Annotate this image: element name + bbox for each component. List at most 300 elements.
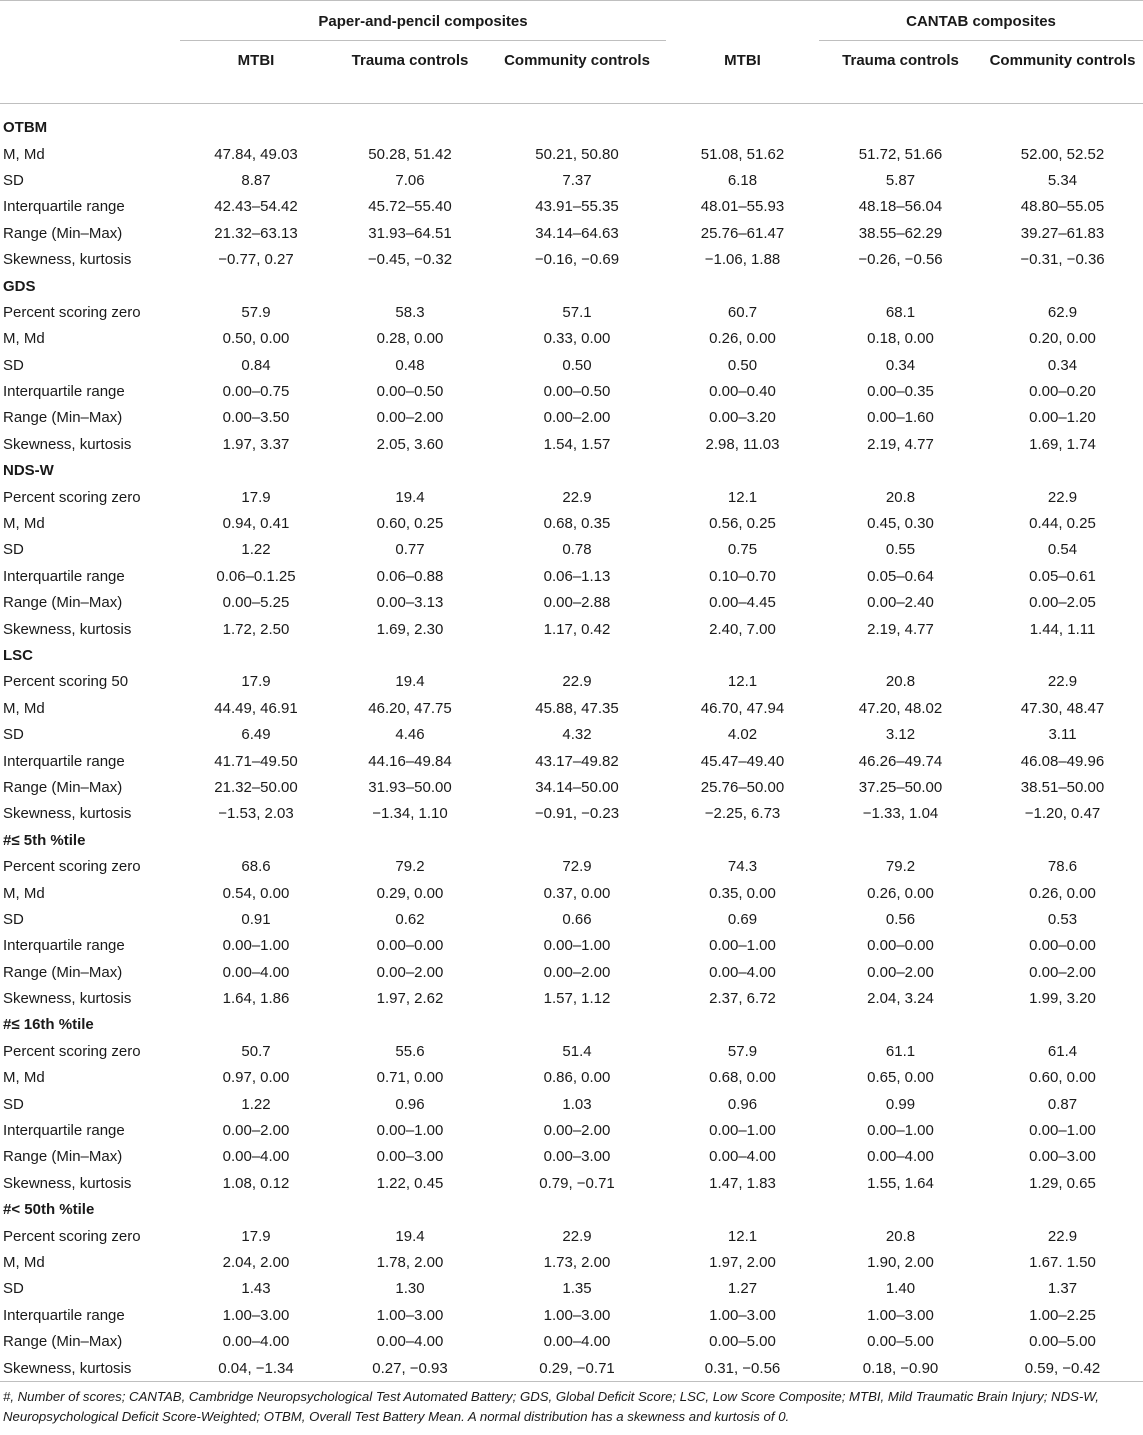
cell-pp-trauma: 19.4 <box>395 673 425 691</box>
cell-pp-community: 0.06–1.13 <box>543 567 611 585</box>
table-row <box>0 141 1143 167</box>
cell-cantab-community: 1.69, 1.74 <box>1029 435 1096 453</box>
table-row <box>0 959 1143 985</box>
group-header-cantab: CANTAB composites <box>819 1 1143 42</box>
cell-cantab-trauma: 2.19, 4.77 <box>867 620 934 638</box>
cell-pp-community: 1.73, 2.00 <box>543 1253 611 1271</box>
cell-pp-community: 72.9 <box>562 858 592 876</box>
cell-cantab-trauma: 0.18, −0.90 <box>819 1355 982 1382</box>
cell-cantab-community: 0.44, 0.25 <box>1029 515 1096 533</box>
cell-pp-mtbi: 1.43 <box>241 1280 271 1298</box>
section-title: LSC <box>3 647 33 664</box>
cell-cantab-trauma: −0.26, −0.56 <box>858 251 943 269</box>
cell-pp-mtbi: 1.64, 1.86 <box>222 990 290 1008</box>
cell-cantab-trauma: 0.00–0.35 <box>867 383 934 401</box>
cell-pp-mtbi: 0.97, 0.00 <box>222 1069 290 1087</box>
cell-pp-mtbi: 0.06–0.1.25 <box>216 567 296 585</box>
table-row <box>0 220 1143 246</box>
cell-pp-mtbi: 0.00–3.50 <box>222 409 290 427</box>
cell-pp-mtbi: 41.71–49.50 <box>214 752 298 770</box>
cell-cantab-community: 3.11 <box>1048 726 1077 744</box>
cell-cantab-trauma: 61.1 <box>885 1042 916 1060</box>
row-label: Percent scoring zero <box>3 1042 141 1060</box>
cell-pp-trauma: 0.71, 0.00 <box>376 1069 444 1087</box>
table-row <box>0 1038 1143 1064</box>
cell-cantab-mtbi: 12.1 <box>727 1227 758 1245</box>
cell-cantab-community: 61.4 <box>1047 1042 1078 1060</box>
cell-cantab-trauma: 0.65, 0.00 <box>867 1069 934 1087</box>
cell-pp-trauma: 0.48 <box>395 356 425 374</box>
cell-cantab-community: 0.34 <box>1047 356 1078 374</box>
cell-pp-community: 1.00–3.00 <box>543 1306 611 1324</box>
cell-cantab-community: 78.6 <box>1047 858 1078 876</box>
cell-pp-community: 0.00–4.00 <box>543 1333 611 1351</box>
cell-pp-mtbi: 0.84 <box>241 356 271 374</box>
row-label: Skewness, kurtosis <box>3 435 132 453</box>
row-label: M, Md <box>3 699 45 717</box>
cell-cantab-mtbi: 51.08, 51.62 <box>700 145 785 163</box>
table-row <box>0 1091 1143 1117</box>
table-row <box>0 801 1143 827</box>
cell-cantab-trauma: 68.1 <box>885 303 916 321</box>
cell-cantab-mtbi: 0.69 <box>727 910 758 928</box>
cell-cantab-community: −1.20, 0.47 <box>1024 805 1101 823</box>
cell-cantab-trauma: 46.26–49.74 <box>858 752 943 770</box>
cell-pp-trauma: 58.3 <box>395 303 425 321</box>
cell-pp-community: 0.37, 0.00 <box>543 884 611 902</box>
cell-cantab-mtbi: 2.98, 11.03 <box>705 435 780 453</box>
cell-pp-trauma: 19.4 <box>395 1227 425 1245</box>
row-label: SD <box>3 910 24 928</box>
cell-cantab-mtbi: 12.1 <box>727 673 758 691</box>
cell-pp-mtbi: 8.87 <box>241 171 271 189</box>
cell-cantab-mtbi: 0.50 <box>727 356 758 374</box>
cell-cantab-community: 1.44, 1.11 <box>1029 620 1096 638</box>
table-row <box>0 167 1143 193</box>
row-label: SD <box>3 171 24 189</box>
row-label: Skewness, kurtosis <box>3 620 132 638</box>
cell-cantab-mtbi: 0.96 <box>727 1095 758 1113</box>
cell-pp-trauma: 0.60, 0.25 <box>376 515 444 533</box>
cell-pp-community: 0.29, −0.71 <box>488 1355 666 1382</box>
cell-pp-mtbi: 21.32–50.00 <box>214 778 298 796</box>
cell-pp-trauma: 0.29, 0.00 <box>376 884 444 902</box>
cell-cantab-mtbi: 6.18 <box>727 171 758 189</box>
row-label: Percent scoring zero <box>3 1227 141 1245</box>
table-row <box>0 246 1143 272</box>
cell-cantab-trauma: 79.2 <box>885 858 916 876</box>
cell-cantab-trauma: 2.04, 3.24 <box>867 990 934 1008</box>
row-label: M, Md <box>3 1253 45 1271</box>
cell-cantab-mtbi: 0.00–1.00 <box>709 937 776 955</box>
cell-pp-trauma: 55.6 <box>395 1042 425 1060</box>
cell-pp-trauma: 7.06 <box>395 171 425 189</box>
cell-cantab-community: 5.34 <box>1047 171 1078 189</box>
cell-pp-trauma: 79.2 <box>395 858 425 876</box>
table-row <box>0 537 1143 563</box>
cell-pp-mtbi: 0.94, 0.41 <box>222 515 290 533</box>
row-label: Range (Min–Max) <box>3 409 123 427</box>
cell-cantab-mtbi: −2.25, 6.73 <box>704 805 781 823</box>
row-label: Range (Min–Max) <box>3 778 123 796</box>
col-header-pp-trauma: Trauma controls <box>332 41 488 103</box>
row-label: Percent scoring 50 <box>3 673 129 691</box>
cell-pp-community: 50.21, 50.80 <box>535 145 619 163</box>
cell-cantab-community: 1.29, 0.65 <box>1029 1174 1096 1192</box>
cell-pp-trauma: 0.06–0.88 <box>376 567 444 585</box>
cell-cantab-community: 1.37 <box>1047 1280 1078 1298</box>
table-row <box>0 326 1143 352</box>
cell-pp-community: 22.9 <box>562 1227 592 1245</box>
cell-cantab-mtbi: 0.26, 0.00 <box>709 330 776 348</box>
cell-cantab-community: 0.00–0.00 <box>1029 937 1096 955</box>
row-label: Range (Min–Max) <box>3 224 123 242</box>
table-row <box>0 1355 1143 1382</box>
row-label: M, Md <box>3 515 45 533</box>
cell-cantab-trauma: 38.55–62.29 <box>858 224 943 242</box>
cell-pp-community: 0.00–2.00 <box>543 963 611 981</box>
row-label: SD <box>3 356 24 374</box>
cell-pp-mtbi: 0.50, 0.00 <box>222 330 290 348</box>
cell-cantab-mtbi: 46.70, 47.94 <box>700 699 785 717</box>
table-footnote: #, Number of scores; CANTAB, Cambridge Neuropsychological Test Automated Battery; GDS, Global Deficit Score; LSC, Low Score Composite; MTBI, Mild Traumatic Brain Injury; NDS-W, Neuropsychological Deficit Score-Weighted; OTBM, Overall Test Battery Mean. A normal distribution has a skewness and kurtosis of 0. <box>3 1389 1099 1424</box>
section-title: #≤ 16th %tile <box>3 1016 94 1034</box>
cell-cantab-trauma: 0.18, 0.00 <box>867 330 934 348</box>
cell-pp-mtbi: 0.00–4.00 <box>222 1148 290 1166</box>
cell-cantab-community: 0.00–1.20 <box>1029 409 1096 427</box>
cell-pp-community: 43.17–49.82 <box>535 752 619 770</box>
cell-cantab-trauma: 0.00–2.40 <box>867 594 934 612</box>
cell-pp-mtbi: −1.53, 2.03 <box>218 805 294 823</box>
row-label: Range (Min–Max) <box>3 1333 123 1351</box>
cell-pp-community: 22.9 <box>562 488 592 506</box>
cell-pp-mtbi: 1.72, 2.50 <box>222 620 290 638</box>
row-label: Range (Min–Max) <box>3 1148 123 1166</box>
row-label: Interquartile range <box>3 567 125 585</box>
cell-cantab-trauma: 20.8 <box>885 673 916 691</box>
cell-cantab-trauma: 0.55 <box>885 541 916 559</box>
row-label: SD <box>3 726 24 744</box>
cell-cantab-trauma: 0.26, 0.00 <box>867 884 934 902</box>
cell-cantab-trauma: 20.8 <box>885 1227 916 1245</box>
cell-cantab-trauma: 5.87 <box>885 171 916 189</box>
cell-pp-mtbi: 1.22 <box>241 1095 271 1113</box>
table-row <box>0 484 1143 510</box>
table-row <box>0 748 1143 774</box>
cell-cantab-community: 0.60, 0.00 <box>1029 1069 1096 1087</box>
cell-pp-community: 1.57, 1.12 <box>543 990 611 1008</box>
cell-pp-community: 0.00–2.88 <box>543 594 611 612</box>
cell-pp-mtbi: 44.49, 46.91 <box>214 699 298 717</box>
cell-pp-mtbi: 17.9 <box>241 673 271 691</box>
row-label: Percent scoring zero <box>3 488 141 506</box>
row-label: Skewness, kurtosis <box>3 251 132 269</box>
cell-cantab-trauma: 3.12 <box>885 726 916 744</box>
row-label: SD <box>3 1095 24 1113</box>
cell-pp-trauma: 0.00–1.00 <box>376 1122 444 1140</box>
cell-cantab-mtbi: 0.75 <box>727 541 758 559</box>
cell-cantab-trauma: 1.90, 2.00 <box>867 1253 934 1271</box>
cell-pp-trauma: 0.00–2.00 <box>376 963 444 981</box>
section-title: OTBM <box>3 119 48 137</box>
table-row <box>0 194 1143 220</box>
row-label: Interquartile range <box>3 1306 125 1324</box>
table-row <box>0 590 1143 616</box>
cell-pp-community: 0.79, −0.71 <box>539 1174 615 1192</box>
cell-pp-mtbi: 6.49 <box>241 726 271 744</box>
cell-pp-trauma: 31.93–50.00 <box>368 778 452 796</box>
cell-cantab-mtbi: 57.9 <box>727 1042 758 1060</box>
cell-cantab-mtbi: 60.7 <box>727 303 758 321</box>
table-row <box>0 1223 1143 1249</box>
row-label: SD <box>3 1280 24 1298</box>
cell-cantab-community: 1.67. 1.50 <box>1029 1253 1096 1271</box>
row-label: Interquartile range <box>3 383 125 401</box>
cell-cantab-trauma: 0.00–5.00 <box>867 1333 934 1351</box>
cell-pp-mtbi: 47.84, 49.03 <box>214 145 298 163</box>
cell-pp-trauma: 0.00–3.13 <box>376 594 444 612</box>
table-row <box>0 880 1143 906</box>
cell-cantab-mtbi: 0.31, −0.56 <box>666 1355 819 1382</box>
cell-pp-community: 0.68, 0.35 <box>543 515 611 533</box>
cell-cantab-trauma: 0.34 <box>885 356 916 374</box>
cell-cantab-mtbi: 0.00–4.00 <box>709 963 776 981</box>
cell-pp-mtbi: 0.54, 0.00 <box>222 884 290 902</box>
table-row <box>0 563 1143 589</box>
row-label: Percent scoring zero <box>3 858 141 876</box>
cell-pp-mtbi: 17.9 <box>241 488 271 506</box>
table-row <box>0 1170 1143 1196</box>
cell-pp-community: 0.50 <box>562 356 592 374</box>
cell-pp-mtbi: 0.00–4.00 <box>222 1333 290 1351</box>
cell-cantab-community: 0.00–2.05 <box>1029 594 1096 612</box>
table-row <box>0 1276 1143 1302</box>
table-row <box>0 1302 1143 1328</box>
cell-pp-community: 51.4 <box>562 1042 592 1060</box>
cell-pp-community: 1.54, 1.57 <box>543 435 611 453</box>
cell-pp-community: 34.14–50.00 <box>535 778 619 796</box>
cell-cantab-community: 48.80–55.05 <box>1020 198 1105 216</box>
cell-pp-mtbi: −0.77, 0.27 <box>218 251 294 269</box>
section-title: #≤ 5th %tile <box>3 831 86 849</box>
cell-pp-mtbi: 0.00–5.25 <box>222 594 290 612</box>
cell-pp-trauma: 1.22, 0.45 <box>376 1174 444 1192</box>
cell-pp-community: 0.00–0.50 <box>543 383 611 401</box>
cell-cantab-mtbi: 2.40, 7.00 <box>709 620 776 638</box>
row-label: Skewness, kurtosis <box>0 1355 180 1382</box>
cell-pp-community: 0.00–2.00 <box>543 409 611 427</box>
cell-pp-mtbi: 1.22 <box>241 541 271 559</box>
section-header-row <box>0 458 1143 484</box>
row-label: Range (Min–Max) <box>3 594 123 612</box>
cell-cantab-mtbi: 4.02 <box>727 726 758 744</box>
section-title: GDS <box>3 277 36 295</box>
column-header-row <box>0 41 1143 103</box>
cell-pp-trauma: 0.62 <box>395 910 425 928</box>
cell-pp-community: 4.32 <box>562 726 592 744</box>
cell-pp-community: 0.00–2.00 <box>543 1122 611 1140</box>
cell-cantab-trauma: 48.18–56.04 <box>858 198 943 216</box>
cell-pp-trauma: 44.16–49.84 <box>368 752 452 770</box>
cell-cantab-community: 0.00–0.20 <box>1029 383 1096 401</box>
cell-cantab-community: 62.9 <box>1047 303 1078 321</box>
cell-pp-trauma: 1.78, 2.00 <box>376 1253 444 1271</box>
cell-pp-community: 34.14–64.63 <box>535 224 619 242</box>
cell-pp-community: −0.91, −0.23 <box>534 805 620 823</box>
table-row <box>0 405 1143 431</box>
cell-pp-trauma: 4.46 <box>395 726 425 744</box>
cell-pp-trauma: 0.27, −0.93 <box>332 1355 488 1382</box>
section-header-row <box>0 1012 1143 1038</box>
row-label: SD <box>3 541 24 559</box>
cell-cantab-trauma: 0.05–0.64 <box>867 567 934 585</box>
section-header-row <box>0 115 1143 141</box>
cell-cantab-mtbi: 25.76–50.00 <box>700 778 785 796</box>
col-header-pp-mtbi: MTBI <box>180 41 332 103</box>
col-header-cantab-trauma: Trauma controls <box>819 41 982 103</box>
cell-cantab-community: 0.00–2.00 <box>1029 963 1096 981</box>
cell-pp-mtbi: 68.6 <box>241 858 271 876</box>
cell-cantab-trauma: 0.99 <box>885 1095 916 1113</box>
table-row <box>0 431 1143 457</box>
row-label: Range (Min–Max) <box>3 963 123 981</box>
cell-pp-mtbi: 0.00–2.00 <box>222 1122 290 1140</box>
cell-pp-mtbi: 0.00–4.00 <box>222 963 290 981</box>
cell-pp-community: −0.16, −0.69 <box>534 251 620 269</box>
cell-pp-trauma: 0.28, 0.00 <box>376 330 444 348</box>
table-row <box>0 669 1143 695</box>
cell-cantab-mtbi: 1.47, 1.83 <box>709 1174 776 1192</box>
cell-cantab-community: 38.51–50.00 <box>1020 778 1105 796</box>
cell-pp-trauma: 0.00–2.00 <box>376 409 444 427</box>
cell-cantab-trauma: 2.19, 4.77 <box>867 435 934 453</box>
cell-cantab-community: 46.08–49.96 <box>1020 752 1105 770</box>
cell-pp-trauma: 1.97, 2.62 <box>376 990 444 1008</box>
cell-pp-mtbi: 1.08, 0.12 <box>222 1174 290 1192</box>
cell-cantab-mtbi: 0.10–0.70 <box>709 567 776 585</box>
cell-pp-community: 43.91–55.35 <box>535 198 619 216</box>
cell-cantab-mtbi: 0.00–4.45 <box>709 594 776 612</box>
cell-cantab-trauma: 0.00–2.00 <box>867 963 934 981</box>
cell-pp-mtbi: 2.04, 2.00 <box>222 1253 290 1271</box>
cell-pp-trauma: 0.96 <box>395 1095 425 1113</box>
row-label: Skewness, kurtosis <box>3 805 132 823</box>
cell-cantab-community: 0.53 <box>1047 910 1078 928</box>
cell-pp-trauma: 50.28, 51.42 <box>368 145 452 163</box>
group-gap-cell <box>666 1 819 42</box>
cell-cantab-community: 0.26, 0.00 <box>1029 884 1096 902</box>
table-row <box>0 933 1143 959</box>
cell-cantab-community: 0.87 <box>1047 1095 1078 1113</box>
cell-pp-trauma: 0.00–0.00 <box>376 937 444 955</box>
row-label: M, Md <box>3 330 45 348</box>
cell-pp-trauma: 0.00–3.00 <box>376 1148 444 1166</box>
cell-cantab-mtbi: 74.3 <box>727 858 758 876</box>
row-label: Interquartile range <box>3 198 125 216</box>
cell-pp-trauma: −1.34, 1.10 <box>372 805 448 823</box>
cell-pp-trauma: 19.4 <box>395 488 425 506</box>
cell-pp-trauma: −0.45, −0.32 <box>367 251 453 269</box>
cell-pp-mtbi: 17.9 <box>241 1227 271 1245</box>
cell-cantab-trauma: −1.33, 1.04 <box>862 805 939 823</box>
cell-cantab-trauma: 0.00–0.00 <box>867 937 934 955</box>
cell-pp-mtbi: 0.00–0.75 <box>222 383 290 401</box>
cell-cantab-trauma: 0.00–1.60 <box>867 409 934 427</box>
cell-cantab-trauma: 47.20, 48.02 <box>858 699 943 717</box>
table-body <box>0 103 1143 1382</box>
cell-pp-community: 0.00–3.00 <box>543 1148 611 1166</box>
col-header-cantab-mtbi: MTBI <box>666 41 819 103</box>
cell-cantab-community: 0.00–1.00 <box>1029 1122 1096 1140</box>
section-title: #< 50th %tile <box>3 1201 95 1219</box>
section-header-row <box>0 273 1143 299</box>
table-row <box>0 695 1143 721</box>
cell-cantab-trauma: 1.40 <box>885 1280 916 1298</box>
cell-cantab-mtbi: 25.76–61.47 <box>700 224 785 242</box>
label-column-header <box>0 41 180 103</box>
row-label: Skewness, kurtosis <box>3 1174 132 1192</box>
row-label: Interquartile range <box>3 1122 125 1140</box>
cell-cantab-mtbi: −1.06, 1.88 <box>704 251 781 269</box>
table-row <box>0 378 1143 404</box>
section-header-row <box>0 1197 1143 1223</box>
table-row <box>0 985 1143 1011</box>
table-row <box>0 1144 1143 1170</box>
cell-cantab-community: 39.27–61.83 <box>1020 224 1105 242</box>
cell-cantab-mtbi: 0.00–4.00 <box>709 1148 776 1166</box>
cell-cantab-community: 22.9 <box>1047 673 1078 691</box>
cell-pp-trauma: 45.72–55.40 <box>368 198 452 216</box>
row-label: Interquartile range <box>3 937 125 955</box>
cell-pp-mtbi: 0.91 <box>241 910 271 928</box>
cell-pp-mtbi: 1.00–3.00 <box>222 1306 290 1324</box>
row-label: M, Md <box>3 1069 45 1087</box>
cell-pp-community: 22.9 <box>562 673 592 691</box>
table-row <box>0 853 1143 879</box>
empty-corner-cell <box>0 1 180 42</box>
cell-cantab-community: 0.59, −0.42 <box>982 1355 1143 1382</box>
cell-cantab-mtbi: 1.00–3.00 <box>709 1306 776 1324</box>
cell-cantab-community: 47.30, 48.47 <box>1020 699 1105 717</box>
cell-pp-trauma: 1.00–3.00 <box>376 1306 444 1324</box>
cell-pp-community: 1.35 <box>562 1280 592 1298</box>
cell-cantab-community: 0.05–0.61 <box>1029 567 1096 585</box>
cell-cantab-mtbi: 2.37, 6.72 <box>709 990 776 1008</box>
table-row <box>0 1065 1143 1091</box>
cell-cantab-mtbi: 0.00–5.00 <box>709 1333 776 1351</box>
cell-pp-community: 57.1 <box>562 303 592 321</box>
cell-pp-community: 7.37 <box>562 171 592 189</box>
cell-cantab-mtbi: 0.35, 0.00 <box>709 884 776 902</box>
cell-cantab-community: 0.00–3.00 <box>1029 1148 1096 1166</box>
table-row <box>0 774 1143 800</box>
section-title: NDS-W <box>3 462 54 480</box>
cell-pp-trauma: 2.05, 3.60 <box>376 435 444 453</box>
cell-cantab-mtbi: 1.27 <box>727 1280 758 1298</box>
table-row <box>0 616 1143 642</box>
cell-pp-trauma: 0.00–0.50 <box>376 383 444 401</box>
table-row <box>0 1249 1143 1275</box>
cell-cantab-mtbi: 0.56, 0.25 <box>709 515 776 533</box>
cell-pp-community: 0.66 <box>562 910 592 928</box>
cell-cantab-community: 1.99, 3.20 <box>1029 990 1096 1008</box>
cell-cantab-trauma: 1.00–3.00 <box>867 1306 934 1324</box>
cell-pp-community: 0.33, 0.00 <box>543 330 611 348</box>
cell-pp-trauma: 1.30 <box>395 1280 425 1298</box>
cell-pp-mtbi: 42.43–54.42 <box>214 198 298 216</box>
cell-pp-mtbi: 50.7 <box>241 1042 271 1060</box>
table-row <box>0 1117 1143 1143</box>
